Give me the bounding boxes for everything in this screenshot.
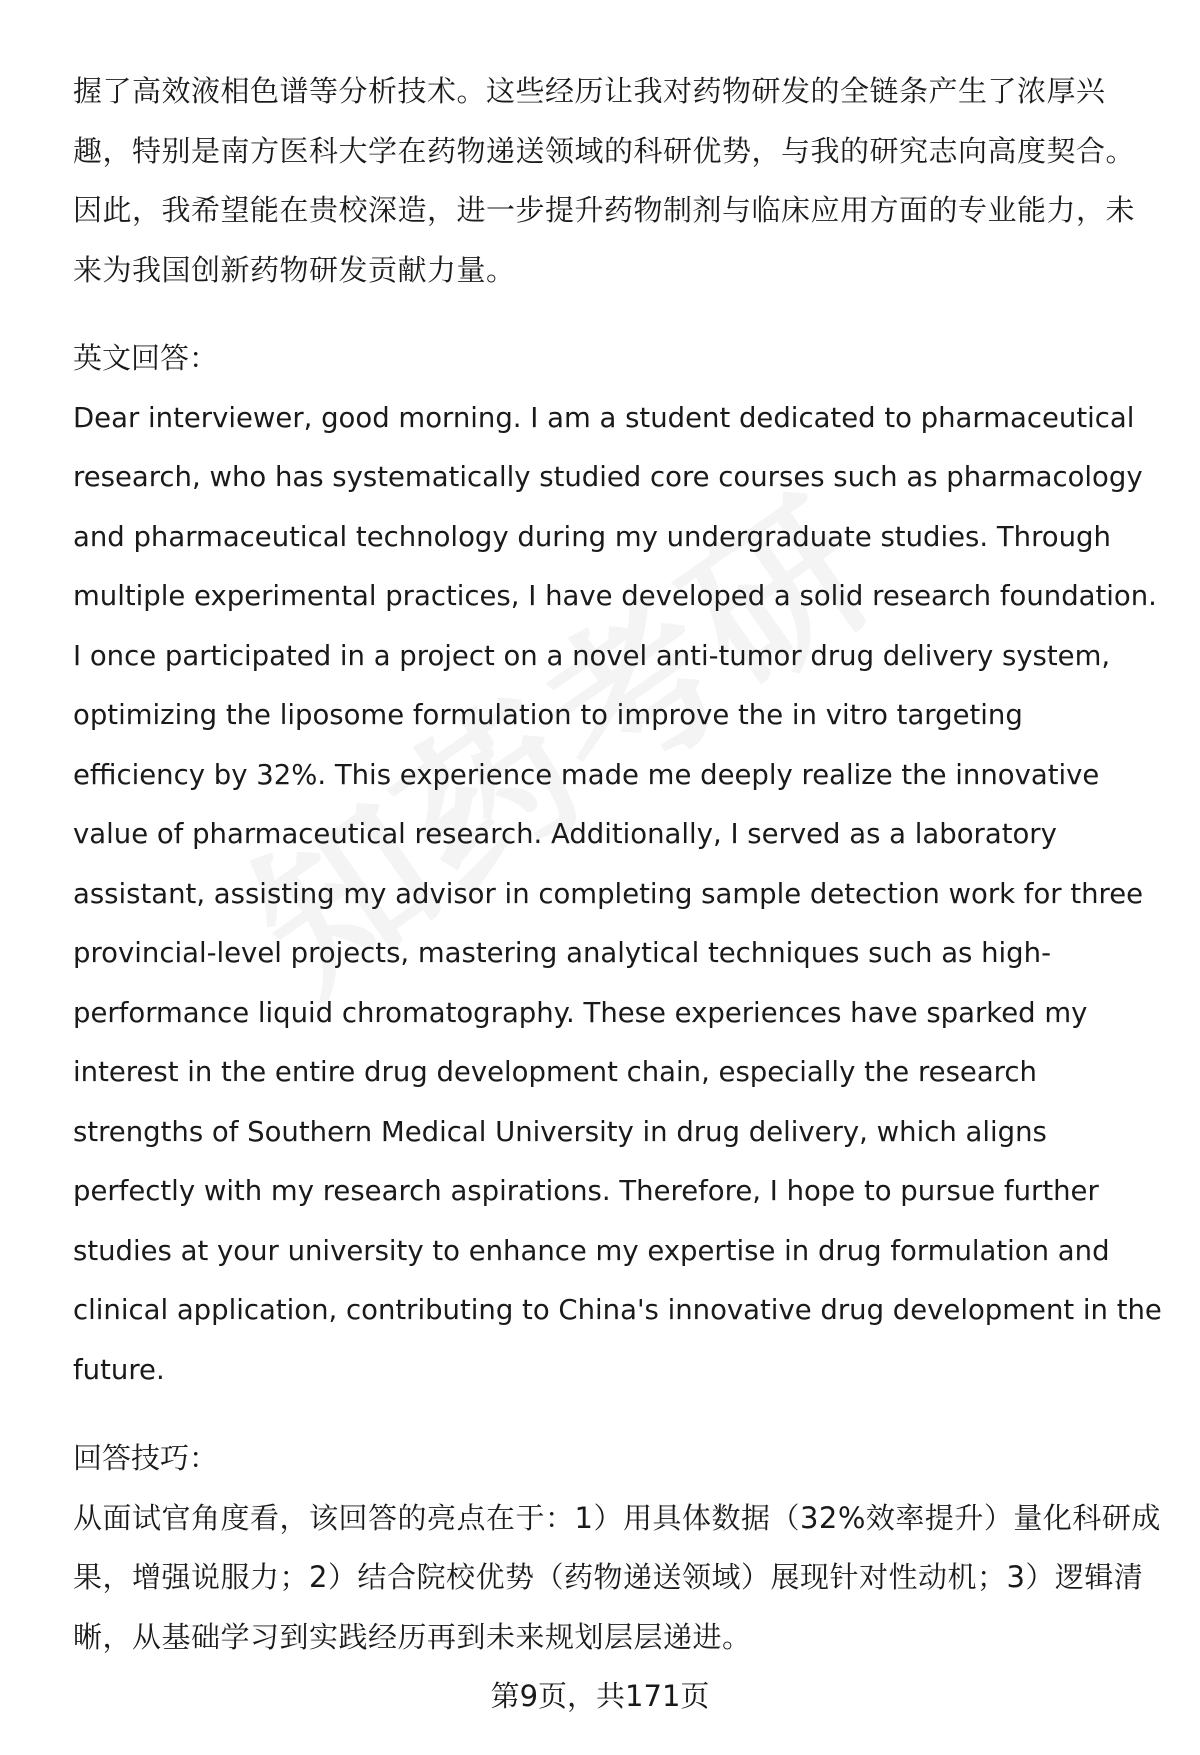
english-answer-paragraph: Dear interviewer, good morning. I am a student dedicated to pharmaceutical research, who has systematically studied core courses such as pharmacology and pharmaceutical technology during my undergraduate studies. Through multiple experimental practices, I have developed a solid research foundation. I once participated in a project on a novel anti-tumor drug delivery system, optimizing the liposome formulation to improve the in vitro targeting efficiency by 32%. This experience made me deeply realize the innovative value of pharmaceutical research. Additionally, I served as a laboratory assistant, assisting my advisor in completing sample detection work for three provincial-level projects, mastering analytical techniques such as high-performance liquid chromatography. These experiences have sparked my interest in the entire drug development chain, especially the research strengths of Southern Medical University in drug delivery, which aligns perfectly with my research aspirations. Therefore, I hope to pursue further studies at your university to enhance my expertise in drug formulation and clinical application, contributing to China's innovative drug development in the future. xyxy=(73,401,1162,1386)
page-indicator: 第9页，共171页 xyxy=(490,1679,710,1713)
answer-tips-heading: 回答技巧： xyxy=(73,1441,219,1475)
intro-paragraph: 握了高效液相色谱等分析技术。这些经历让我对药物研发的全链条产生了浓厚兴趣，特别是南方医科大学在药物递送领域的科研优势，与我的研究志向高度契合。因此，我希望能在贵校深造，进一步提升药物制剂与临床应用方面的专业能力，未来为我国创新药物研发贡献力量。 xyxy=(73,74,1136,287)
answer-tips-paragraph: 从面试官角度看，该回答的亮点在于：1）用具体数据（32%效率提升）量化科研成果，增强说服力；2）结合院校优势（药物递送领域）展现针对性动机；3）逻辑清晰，从基础学习到实践经历再到未来规划层层递进。 xyxy=(73,1500,1161,1654)
document-content xyxy=(73,62,1163,1667)
english-answer-heading: 英文回答： xyxy=(73,341,219,375)
